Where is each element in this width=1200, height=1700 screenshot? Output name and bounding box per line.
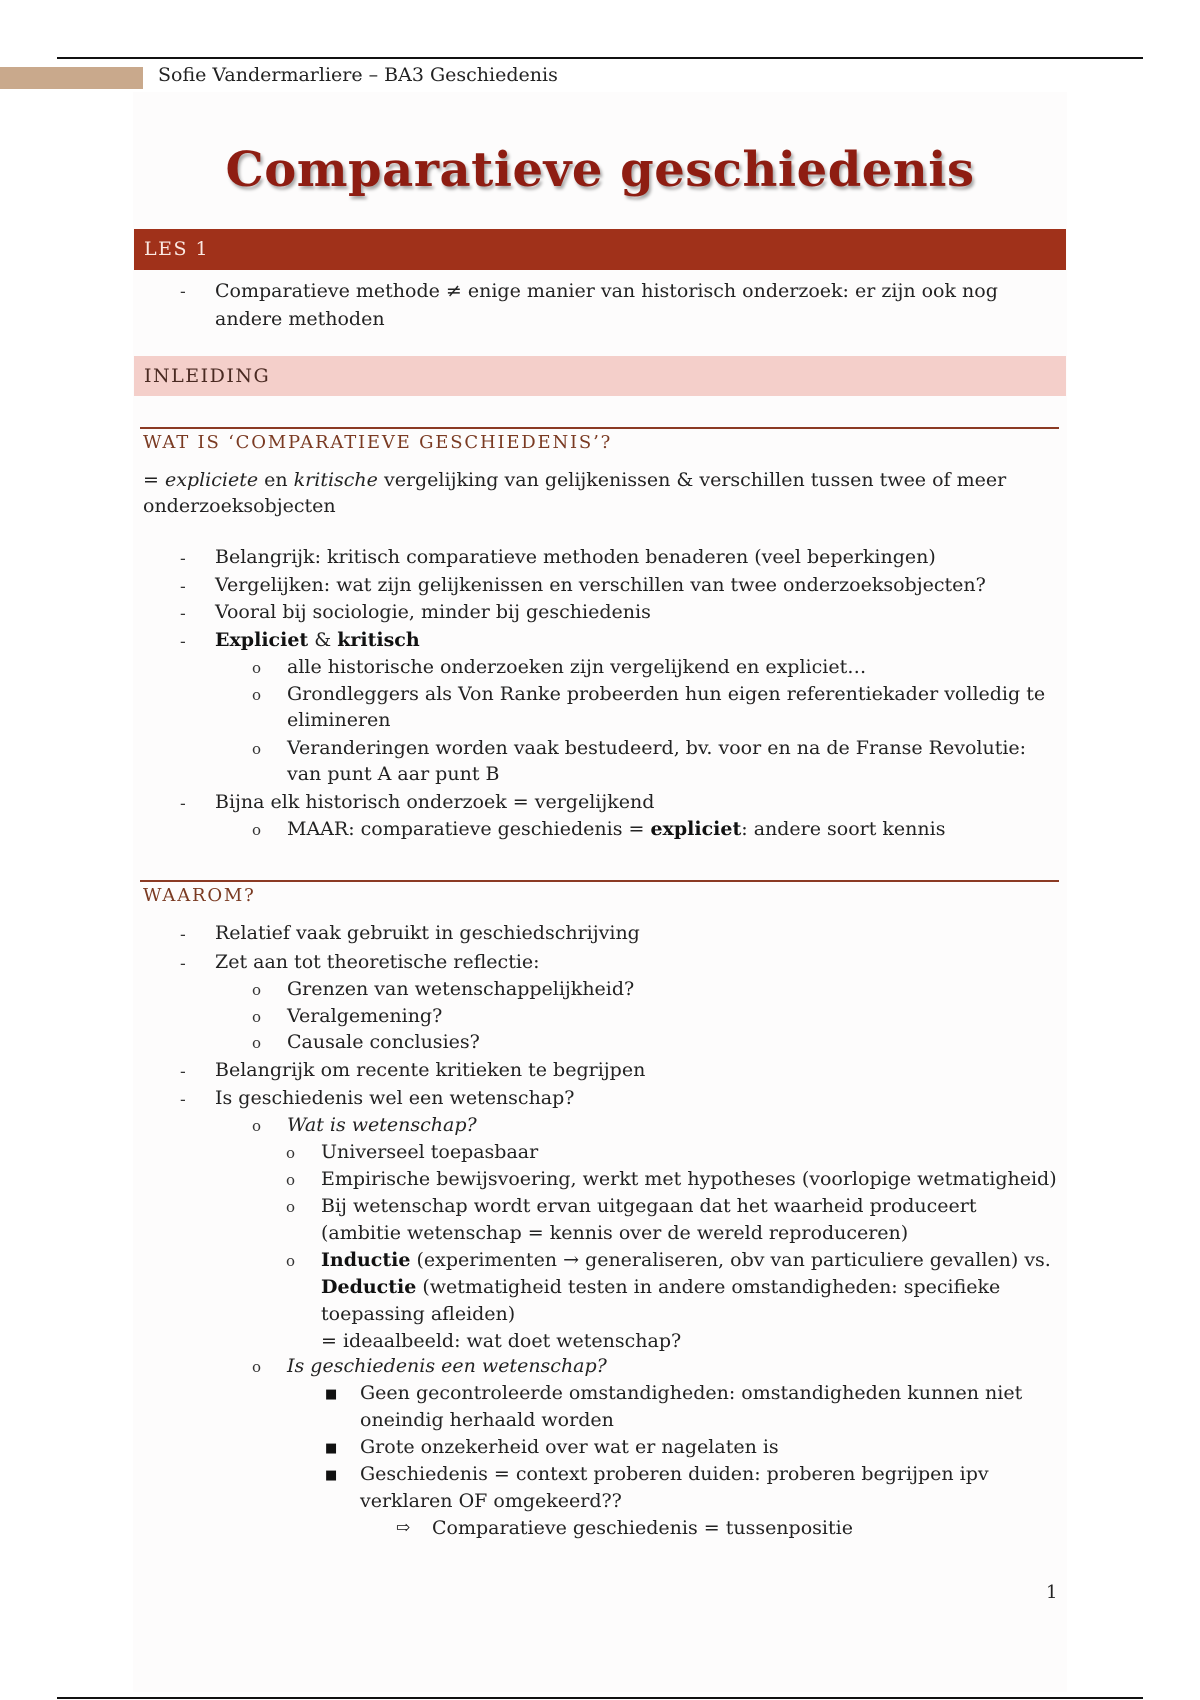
list-item: Zet aan tot theoretische reflectie: (215, 951, 540, 973)
sub-sub-list-item: Empirische bewijsvoering, werkt met hypotheses (voorlopige wetmatigheid) (321, 1168, 1057, 1190)
sub-sub-list-item: Inductie (experimenten → generaliseren, obv van particuliere gevallen) vs. (321, 1249, 1051, 1271)
bullet-dash: - (180, 549, 186, 569)
arrow-list-item: Comparatieve geschiedenis = tussenpositie (432, 1517, 853, 1539)
square-bullet: ■ (325, 1468, 338, 1483)
les-point-line-1: Comparatieve methode ≠ enige manier van historisch onderzoek: er zijn ook nog (215, 280, 998, 302)
inleiding-heading-band (134, 356, 1066, 396)
sub-bullet-circle: o (252, 1008, 262, 1026)
section-heading-waarom: WAAROM? (143, 885, 256, 906)
footer-rule (57, 1697, 1143, 1699)
sub-list-item: Veranderingen worden vaak bestudeerd, bv. voor en na de Franse Revolutie: (287, 737, 1027, 759)
sub-list-item-cont: elimineren (287, 709, 391, 731)
sub-sub-list-item-cont: = ideaalbeeld: wat doet wetenschap? (321, 1330, 682, 1352)
header-rule (57, 57, 1143, 59)
page-number: 1 (1046, 1582, 1058, 1603)
bullet-dash: - (180, 282, 186, 302)
sub-sub-list-item: Bij wetenschap wordt ervan uitgegaan dat het waarheid produceert (321, 1195, 977, 1217)
square-list-item-cont: verklaren OF omgekeerd?? (360, 1490, 622, 1512)
section-heading-wat-is: WAT IS ‘COMPARATIEVE GESCHIEDENIS’? (143, 432, 613, 453)
square-list-item: Grote onzekerheid over wat er nagelaten is (360, 1436, 779, 1458)
sub-list-item: Grenzen van wetenschappelijkheid? (287, 978, 635, 1000)
list-item: Bijna elk historisch onderzoek = vergelijkend (215, 791, 655, 813)
square-list-item-cont: oneindig herhaald worden (360, 1409, 614, 1431)
definition-line-2: onderzoeksobjecten (143, 495, 336, 517)
square-bullet: ■ (325, 1441, 338, 1456)
square-list-item: Geschiedenis = context proberen duiden: proberen begrijpen ipv (360, 1463, 989, 1485)
list-item: Belangrijk: kritisch comparatieve methoden benaderen (veel beperkingen) (215, 546, 936, 568)
sub-bullet-circle: o (252, 1034, 262, 1052)
sub-list-item: Veralgemening? (287, 1005, 443, 1027)
document-title: Comparatieve geschiedenis (225, 142, 975, 198)
sub-sub-bullet-circle: o (286, 1171, 296, 1189)
sub-list-item: Is geschiedenis een wetenschap? (287, 1355, 607, 1377)
sub-list-item-cont: van punt A aar punt B (287, 763, 500, 785)
bullet-dash: - (180, 1090, 186, 1110)
les-heading: LES 1 (144, 238, 210, 260)
sub-bullet-circle: o (252, 1117, 262, 1135)
sub-sub-list-item-cont: Deductie (wetmatigheid testen in andere omstandigheden: specifieke (321, 1276, 1001, 1298)
sub-list-item: Wat is wetenschap? (287, 1114, 477, 1136)
sub-sub-bullet-circle: o (286, 1252, 296, 1270)
list-item: Is geschiedenis wel een wetenschap? (215, 1087, 575, 1109)
bullet-dash: - (180, 604, 186, 624)
list-item: Vergelijken: wat zijn gelijkenissen en verschillen van twee onderzoeksobjecten? (215, 574, 986, 596)
arrow-right-icon: ⇨ (396, 1518, 411, 1538)
list-item: Expliciet & kritisch (215, 629, 420, 651)
sub-bullet-circle: o (252, 821, 262, 839)
list-item: Belangrijk om recente kritieken te begrijpen (215, 1059, 646, 1081)
sub-list-item: MAAR: comparatieve geschiedenis = expliciet: andere soort kennis (287, 818, 946, 840)
sub-list-item: Grondleggers als Von Ranke probeerden hun eigen referentiekader volledig te (287, 683, 1046, 705)
bullet-dash: - (180, 1062, 186, 1082)
bullet-dash: - (180, 925, 186, 945)
sub-list-item: Causale conclusies? (287, 1031, 480, 1053)
sub-bullet-circle: o (252, 659, 262, 677)
les-point-line-2: andere methoden (215, 308, 385, 330)
sub-sub-list-item: Universeel toepasbaar (321, 1141, 539, 1163)
sub-bullet-circle: o (252, 981, 262, 999)
sub-list-item: alle historische onderzoeken zijn vergelijkend en expliciet… (287, 656, 867, 678)
sub-bullet-circle: o (252, 686, 262, 704)
sub-sub-bullet-circle: o (286, 1198, 296, 1216)
page-header: Sofie Vandermarliere – BA3 Geschiedenis (158, 64, 558, 86)
les-heading-band (134, 229, 1066, 270)
bullet-dash: - (180, 577, 186, 597)
sub-bullet-circle: o (252, 740, 262, 758)
inleiding-heading: INLEIDING (144, 365, 271, 387)
square-bullet: ■ (325, 1387, 338, 1402)
sub-sub-list-item-cont: (ambitie wetenschap = kennis over de wereld reproduceren) (321, 1222, 909, 1244)
square-list-item: Geen gecontroleerde omstandigheden: omstandigheden kunnen niet (360, 1382, 1023, 1404)
section-rule (140, 880, 1059, 882)
sub-sub-list-item-cont: toepassing afleiden) (321, 1303, 516, 1325)
bullet-dash: - (180, 632, 186, 652)
sub-bullet-circle: o (252, 1358, 262, 1376)
list-item: Vooral bij sociologie, minder bij geschiedenis (215, 601, 651, 623)
sub-sub-bullet-circle: o (286, 1144, 296, 1162)
bullet-dash: - (180, 794, 186, 814)
bullet-dash: - (180, 954, 186, 974)
section-rule (140, 427, 1059, 429)
header-accent-bar (0, 67, 143, 89)
definition-line-1: = expliciete en kritische vergelijking van gelijkenissen & verschillen tussen twee of meer (143, 469, 1007, 491)
list-item: Relatief vaak gebruikt in geschiedschrijving (215, 922, 640, 944)
